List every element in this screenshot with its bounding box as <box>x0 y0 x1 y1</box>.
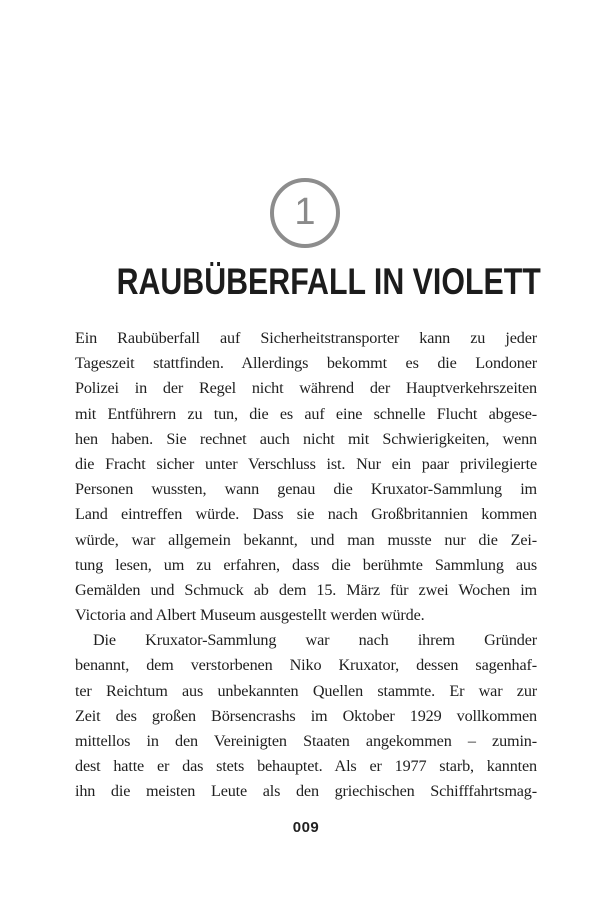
chapter-number-badge <box>270 178 340 248</box>
text-line: Ein Raubüberfall auf Sicherheitstransporter kann zu jeder <box>75 329 537 347</box>
text-line: die Fracht sicher unter Verschluss ist. Nur ein paar privilegierte <box>75 454 537 473</box>
chapter-number: 1 <box>294 191 316 233</box>
chapter-title: RAUBÜBERFALL IN VIOLETT <box>116 261 541 302</box>
body-text <box>75 326 537 805</box>
text-line: Tageszeit stattfinden. Allerdings bekommt es die Londoner <box>75 354 537 373</box>
text-line: ter Reichtum aus unbekannten Quellen stammte. Er war zur <box>75 681 537 700</box>
text-line: dest hatte er das stets behauptet. Als er 1977 starb, kannten <box>75 757 537 776</box>
text-line: hen haben. Sie rechnet auch nicht mit Schwierigkeiten, wenn <box>75 429 537 448</box>
page-number: 009 <box>292 819 320 836</box>
text-line: Land eintreffen würde. Dass sie nach Großbritannien kommen <box>75 505 537 524</box>
text-line: Polizei in der Regel nicht während der Hauptverkehrszeiten <box>75 379 537 398</box>
text-line: Victoria and Albert Museum ausgestellt werden würde. <box>75 606 425 625</box>
text-line: benannt, dem verstorbenen Niko Kruxator, dessen sagenhaf- <box>75 656 537 675</box>
text-line: Die Kruxator-Sammlung war nach ihrem Gründer <box>93 631 537 650</box>
text-line: ihn die meisten Leute als den griechischen Schifffahrtsmag- <box>75 782 537 801</box>
text-line: Personen wussten, wann genau die Kruxator-Sammlung im <box>75 480 537 499</box>
text-line: Zeit des großen Börsencrashs im Oktober 1929 vollkommen <box>75 706 537 725</box>
text-line: würde, war allgemein bekannt, und man musste nur die Zei- <box>75 530 537 549</box>
text-line: Gemälden und Schmuck ab dem 15. März für zwei Wochen im <box>75 580 537 599</box>
text-line: mit Entführern zu tun, die es auf eine schnelle Flucht abgese- <box>75 404 537 423</box>
text-line: mittellos in den Vereinigten Staaten angekommen – zumin- <box>75 732 537 750</box>
text-line: tung lesen, um zu erfahren, dass die berühmte Sammlung aus <box>75 555 537 574</box>
